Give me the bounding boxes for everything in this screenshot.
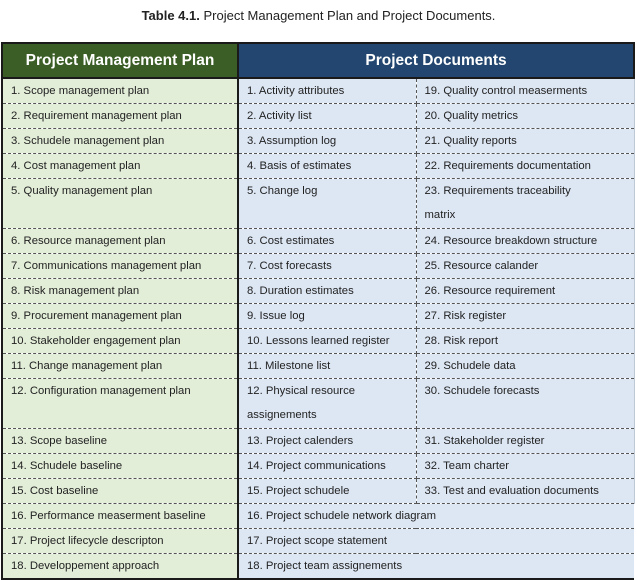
doc-cell-text: 23. Requirements traceability matrix <box>424 185 571 221</box>
doc-cell <box>416 179 634 229</box>
table-row <box>2 279 634 304</box>
pmp-cell: 6. Resource management plan <box>2 229 238 254</box>
doc-cell: 13. Project calenders <box>238 429 416 454</box>
doc-cell: 20. Quality metrics <box>416 104 634 129</box>
plan-documents-table <box>1 42 635 580</box>
doc-cell: 31. Stakeholder register <box>416 429 634 454</box>
doc-cell: 26. Resource requirement <box>416 279 634 304</box>
doc-cell: 14. Project communications <box>238 454 416 479</box>
table-row <box>2 354 634 379</box>
doc-cell: 24. Resource breakdown structure <box>416 229 634 254</box>
doc-cell: 5. Change log <box>238 179 416 229</box>
doc-cell: 19. Quality control measerments <box>416 78 634 104</box>
header-row <box>2 43 634 78</box>
table-row <box>2 78 634 104</box>
doc-cell: 25. Resource calander <box>416 254 634 279</box>
caption-label: Table 4.1. <box>141 8 200 23</box>
pmp-cell: 5. Quality management plan <box>2 179 238 229</box>
doc-cell: 7. Cost forecasts <box>238 254 416 279</box>
pmp-cell: 2. Requirement management plan <box>2 104 238 129</box>
pmp-cell: 14. Schudele baseline <box>2 454 238 479</box>
table-row <box>2 479 634 504</box>
pmp-cell: 3. Schudele management plan <box>2 129 238 154</box>
doc-cell: 3. Assumption log <box>238 129 416 154</box>
table-row <box>2 104 634 129</box>
doc-cell: 15. Project schudele <box>238 479 416 504</box>
doc-cell-text: 12. Physical resource assignements <box>247 385 355 421</box>
pmp-cell: 10. Stakeholder engagement plan <box>2 329 238 354</box>
pmp-cell: 9. Procurement management plan <box>2 304 238 329</box>
doc-cell: 32. Team charter <box>416 454 634 479</box>
table-caption <box>0 8 637 23</box>
table-row <box>2 129 634 154</box>
table-row <box>2 554 634 580</box>
header-project-documents: Project Documents <box>238 43 634 78</box>
doc-cell: 30. Schudele forecasts <box>416 379 634 429</box>
doc-cell: 2. Activity list <box>238 104 416 129</box>
table-row <box>2 329 634 354</box>
table-row <box>2 154 634 179</box>
table-row <box>2 304 634 329</box>
doc-cell: 29. Schudele data <box>416 354 634 379</box>
doc-cell: 21. Quality reports <box>416 129 634 154</box>
doc-cell: 10. Lessons learned register <box>238 329 416 354</box>
pmp-cell: 4. Cost management plan <box>2 154 238 179</box>
doc-cell: 33. Test and evaluation documents <box>416 479 634 504</box>
doc-cell: 8. Duration estimates <box>238 279 416 304</box>
doc-cell: 27. Risk register <box>416 304 634 329</box>
pmp-cell: 11. Change management plan <box>2 354 238 379</box>
pmp-cell: 16. Performance measerment baseline <box>2 504 238 529</box>
table-row <box>2 254 634 279</box>
doc-cell: 22. Requirements documentation <box>416 154 634 179</box>
doc-cell: 28. Risk report <box>416 329 634 354</box>
pmp-cell: 13. Scope baseline <box>2 429 238 454</box>
doc-cell <box>238 379 416 429</box>
table-row <box>2 229 634 254</box>
doc-cell: 4. Basis of estimates <box>238 154 416 179</box>
table-row <box>2 429 634 454</box>
caption-title: Project Management Plan and Project Documents. <box>199 8 496 23</box>
table-row <box>2 179 634 229</box>
table-row <box>2 529 634 554</box>
pmp-cell: 7. Communications management plan <box>2 254 238 279</box>
pmp-cell: 15. Cost baseline <box>2 479 238 504</box>
doc-cell: 16. Project schudele network diagram <box>238 504 634 529</box>
table-row <box>2 454 634 479</box>
pmp-cell: 18. Developpement approach <box>2 554 238 580</box>
table-row <box>2 504 634 529</box>
pmp-cell: 17. Project lifecycle descripton <box>2 529 238 554</box>
pmp-cell: 8. Risk management plan <box>2 279 238 304</box>
table-row <box>2 379 634 429</box>
pmp-cell: 1. Scope management plan <box>2 78 238 104</box>
doc-cell: 11. Milestone list <box>238 354 416 379</box>
header-project-management-plan: Project Management Plan <box>2 43 238 78</box>
doc-cell: 9. Issue log <box>238 304 416 329</box>
doc-cell: 18. Project team assignements <box>238 554 634 580</box>
doc-cell: 17. Project scope statement <box>238 529 634 554</box>
doc-cell: 6. Cost estimates <box>238 229 416 254</box>
doc-cell: 1. Activity attributes <box>238 78 416 104</box>
pmp-cell: 12. Configuration management plan <box>2 379 238 429</box>
